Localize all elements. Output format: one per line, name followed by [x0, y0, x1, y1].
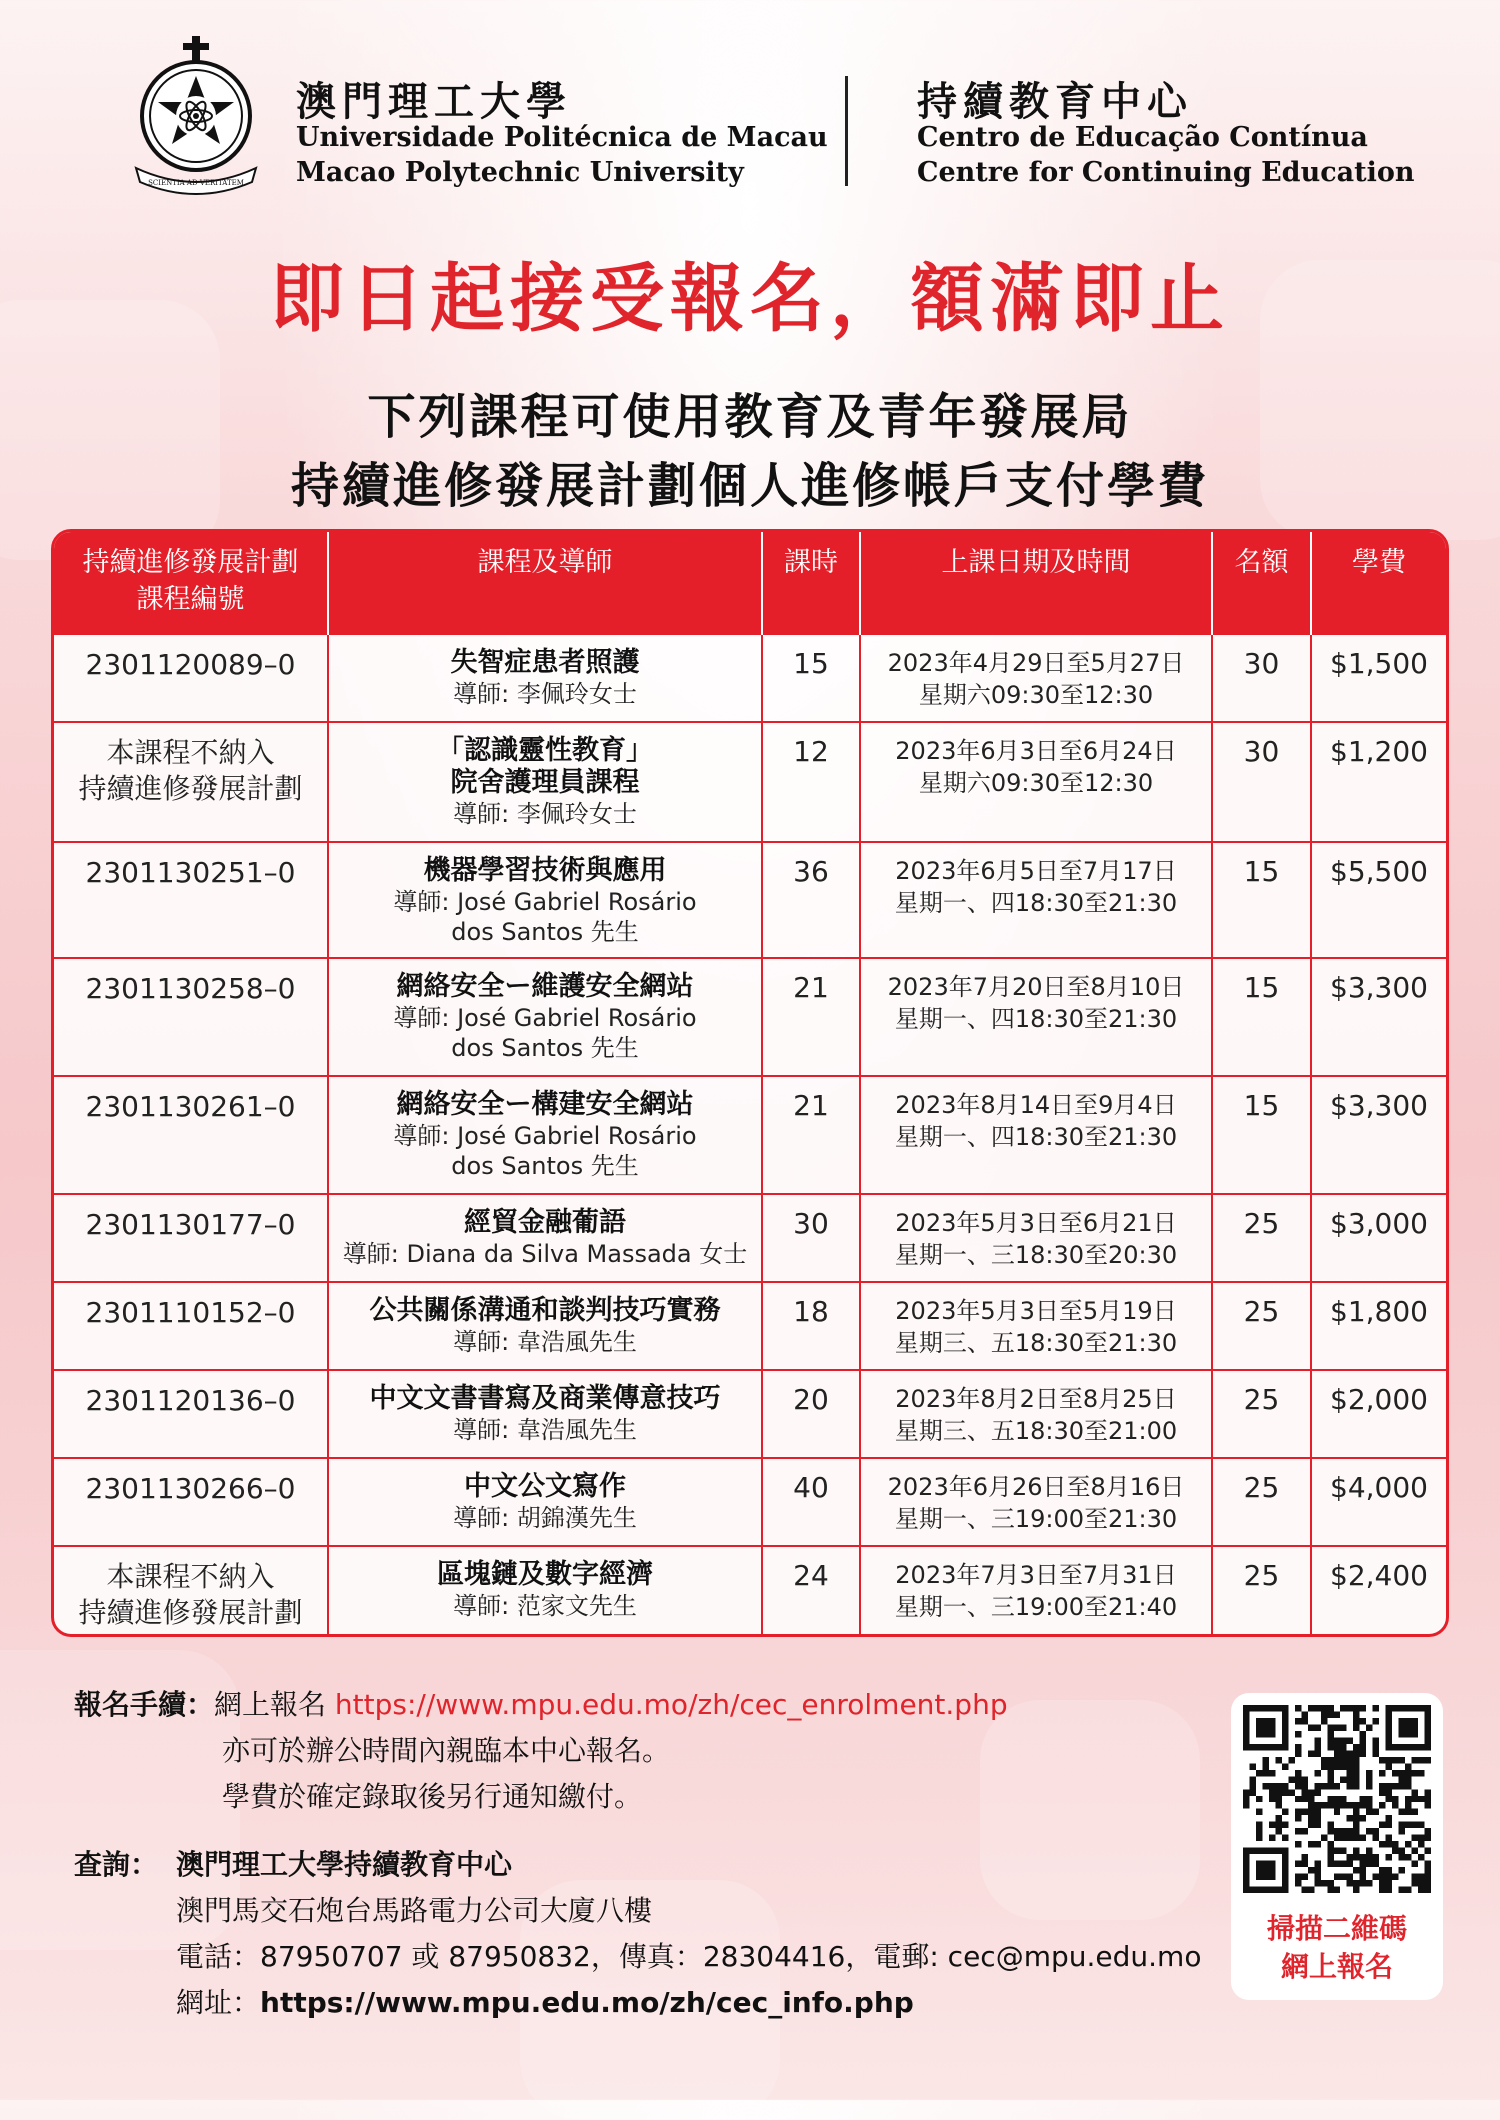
table-row: [54, 634, 1446, 722]
inquiry-address: 澳門馬交石炮台馬路電力公司大廈八樓: [176, 1894, 653, 1927]
course-code: [54, 1370, 328, 1458]
course-tutor: 導師: 胡錦漢先生: [453, 1504, 637, 1532]
course-code-line1: 本課程不納入: [106, 1560, 275, 1593]
course-title: 機器學習技術與應用: [423, 855, 667, 886]
course-code-line1: 本課程不納入: [106, 736, 275, 769]
course-fee-value: $2,000: [1330, 1383, 1428, 1416]
course-tutor: 導師: Diana da Silva Massada 女士: [342, 1240, 748, 1268]
course-quota: [1212, 958, 1311, 1076]
course-fee-value: $1,800: [1330, 1295, 1428, 1328]
course-code-line1: 2301120136–0: [85, 1384, 296, 1417]
centre-name-zh: 持續教育中心: [917, 78, 1193, 125]
course-fee: [1311, 1076, 1446, 1194]
centre-name-pt: Centro de Educação Contínua: [917, 122, 1368, 153]
table-row: [54, 1458, 1446, 1546]
course-code-line2: 持續進修發展計劃: [78, 772, 303, 805]
course-fee-value: $2,400: [1330, 1559, 1428, 1592]
course-hours: [762, 842, 860, 958]
course-dates: 2023年5月3日至5月19日: [895, 1297, 1177, 1325]
university-logo: [128, 36, 264, 196]
course-hours-value: 15: [793, 647, 829, 680]
course-quota: [1212, 842, 1311, 958]
course-times: 星期三、五18:30至21:30: [894, 1329, 1178, 1357]
header-code-line2: 課程編號: [136, 584, 245, 615]
inquiry-website-label: 網址：: [176, 1986, 261, 2019]
university-name-pt: Universidade Politécnica de Macau: [296, 122, 828, 153]
course-times: 星期一、三19:00至21:40: [894, 1593, 1178, 1621]
course-fee: [1311, 958, 1446, 1076]
table-row: [54, 958, 1446, 1076]
course-dates: 2023年8月14日至9月4日: [895, 1091, 1177, 1119]
course-fee-value: $1,500: [1330, 647, 1428, 680]
header-code-line1: 持續進修發展計劃: [82, 547, 299, 578]
course-code: [54, 842, 328, 958]
course-dates: 2023年7月3日至7月31日: [895, 1561, 1177, 1589]
table-row: [54, 1546, 1446, 1637]
course-title: 經貿金融葡語: [464, 1207, 626, 1238]
table-row: [54, 1370, 1446, 1458]
course-info: [328, 1546, 762, 1637]
course-code: [54, 1194, 328, 1282]
course-fee: [1311, 722, 1446, 842]
course-title-line2: 院舍護理員課程: [450, 767, 640, 798]
course-code: [54, 1546, 328, 1637]
qr-panel: [1231, 1693, 1443, 2000]
course-times: 星期一、四18:30至21:30: [894, 1005, 1178, 1033]
course-title: 網絡安全ー維護安全網站: [396, 971, 694, 1002]
course-times: 星期一、三18:30至20:30: [894, 1241, 1178, 1269]
header-schedule: 上課日期及時間: [860, 532, 1212, 634]
registration-line1: [74, 1682, 1008, 1728]
inquiry-website-link[interactable]: https://www.mpu.edu.mo/zh/cec_info.php: [260, 1986, 914, 2019]
course-title: 網絡安全ー構建安全網站: [396, 1089, 694, 1120]
qr-code[interactable]: [1243, 1705, 1431, 1893]
course-quota-value: 25: [1243, 1207, 1280, 1240]
course-info: [328, 722, 762, 842]
course-code: [54, 1458, 328, 1546]
course-schedule: [860, 634, 1212, 722]
course-code-line1: 2301130177–0: [85, 1208, 296, 1241]
course-schedule: [860, 842, 1212, 958]
course-table: [51, 529, 1449, 1637]
course-code: [54, 958, 328, 1076]
course-dates: 2023年5月3日至6月21日: [895, 1209, 1177, 1237]
course-hours: [762, 958, 860, 1076]
course-title: 中文文書書寫及商業傳意技巧: [369, 1383, 721, 1414]
course-quota: [1212, 1370, 1311, 1458]
page-header: [0, 0, 1500, 210]
registration-online-text: 網上報名: [214, 1688, 335, 1721]
course-fee: [1311, 1458, 1446, 1546]
course-tutor-line2: dos Santos 先生: [451, 1034, 639, 1062]
course-times: 星期一、三19:00至21:30: [894, 1505, 1178, 1533]
qr-caption-line1: 掃描二維碼: [1266, 1912, 1407, 1945]
course-times: 星期一、四18:30至21:30: [894, 1123, 1178, 1151]
course-info: [328, 634, 762, 722]
course-tutor: 導師: 李佩玲女士: [453, 680, 637, 708]
course-fee-value: $3,300: [1330, 1089, 1428, 1122]
course-quota-value: 25: [1243, 1471, 1280, 1504]
table-row: [54, 1194, 1446, 1282]
course-hours-value: 40: [793, 1471, 829, 1504]
course-code: [54, 634, 328, 722]
course-quota-value: 15: [1243, 971, 1280, 1004]
course-title: 公共關係溝通和談判技巧實務: [369, 1295, 721, 1326]
course-hours-value: 12: [793, 735, 829, 768]
course-code: [54, 1282, 328, 1370]
header-course: 課程及導師: [328, 532, 762, 634]
course-hours-value: 21: [793, 1089, 829, 1122]
course-hours: [762, 1194, 860, 1282]
course-code-line1: 2301110152–0: [85, 1296, 296, 1329]
table-header-row: [54, 532, 1446, 634]
logo-motto: SCIENTIA AD VERITATEM: [148, 179, 244, 187]
course-info: [328, 1370, 762, 1458]
header-fee: 學費: [1311, 532, 1446, 634]
course-code-line2: 持續進修發展計劃: [78, 1596, 303, 1629]
course-fee-value: $5,500: [1330, 855, 1428, 888]
course-tutor: 導師: José Gabriel Rosário: [393, 888, 697, 916]
course-dates: 2023年8月2日至8月25日: [895, 1385, 1177, 1413]
header-quota: 名額: [1212, 532, 1311, 634]
qr-caption-line2: 網上報名: [1280, 1950, 1393, 1983]
course-fee: [1311, 1194, 1446, 1282]
course-fee: [1311, 842, 1446, 958]
course-fee-value: $3,300: [1330, 971, 1428, 1004]
course-fee-value: $4,000: [1330, 1471, 1428, 1504]
course-schedule: [860, 1076, 1212, 1194]
subheadline-line1: 下列課程可使用教育及青年發展局: [367, 389, 1133, 445]
course-code-line1: 2301130251–0: [85, 856, 296, 889]
course-hours: [762, 1282, 860, 1370]
course-dates: 2023年7月20日至8月10日: [887, 973, 1185, 1001]
course-code-line1: 2301130258–0: [85, 972, 296, 1005]
course-tutor: 導師: José Gabriel Rosário: [393, 1004, 697, 1032]
course-fee: [1311, 1546, 1446, 1637]
registration-line3: 學費於確定錄取後另行通知繳付。: [222, 1780, 643, 1813]
course-tutor-line2: dos Santos 先生: [451, 1152, 639, 1180]
course-quota-value: 15: [1243, 1089, 1280, 1122]
course-tutor: 導師: 李佩玲女士: [453, 800, 637, 828]
course-quota-value: 25: [1243, 1295, 1280, 1328]
course-schedule: [860, 958, 1212, 1076]
university-name-zh: 澳門理工大學: [296, 78, 572, 125]
course-hours: [762, 1546, 860, 1637]
course-hours: [762, 1458, 860, 1546]
course-info: [328, 958, 762, 1076]
header-hours: 課時: [762, 532, 860, 634]
course-times: 星期六09:30至12:30: [918, 769, 1154, 797]
course-tutor-line2: dos Santos 先生: [451, 918, 639, 946]
course-tutor: 導師: 韋浩風先生: [453, 1416, 637, 1444]
course-hours-value: 21: [793, 971, 829, 1004]
centre-name-en: Centre for Continuing Education: [917, 157, 1415, 188]
course-hours-value: 18: [793, 1295, 829, 1328]
course-times: 星期六09:30至12:30: [918, 681, 1154, 709]
course-code: [54, 722, 328, 842]
course-quota-value: 30: [1243, 735, 1280, 768]
course-fee: [1311, 634, 1446, 722]
course-hours: [762, 1370, 860, 1458]
headline: 即日起接受報名，額滿即止: [270, 256, 1230, 342]
course-quota: [1212, 1546, 1311, 1637]
course-schedule: [860, 1282, 1212, 1370]
course-title: 中文公文寫作: [464, 1471, 626, 1502]
registration-link[interactable]: https://www.mpu.edu.mo/zh/cec_enrolment.php: [334, 1688, 1008, 1721]
table-row: [54, 1282, 1446, 1370]
course-info: [328, 842, 762, 958]
course-info: [328, 1282, 762, 1370]
course-schedule: [860, 1194, 1212, 1282]
course-info: [328, 1194, 762, 1282]
course-code-line1: 2301130261–0: [85, 1090, 296, 1123]
course-hours-value: 36: [793, 855, 829, 888]
course-hours-value: 30: [793, 1207, 829, 1240]
course-hours: [762, 634, 860, 722]
registration-label: 報名手續：: [74, 1688, 215, 1721]
inquiry-label: 查詢：: [74, 1848, 159, 1881]
inquiry-org: 澳門理工大學持續教育中心: [176, 1848, 513, 1881]
course-quota: [1212, 1458, 1311, 1546]
course-quota: [1212, 1076, 1311, 1194]
course-tutor: 導師: 范家文先生: [453, 1592, 637, 1620]
course-times: 星期一、四18:30至21:30: [894, 889, 1178, 917]
course-quota: [1212, 634, 1311, 722]
course-tutor: 導師: 韋浩風先生: [453, 1328, 637, 1356]
course-hours: [762, 1076, 860, 1194]
table-row: [54, 722, 1446, 842]
course-quota: [1212, 1194, 1311, 1282]
course-info: [328, 1458, 762, 1546]
course-schedule: [860, 722, 1212, 842]
university-name-en: Macao Polytechnic University: [296, 157, 744, 188]
course-schedule: [860, 1458, 1212, 1546]
course-title: 區塊鏈及數字經濟: [437, 1559, 653, 1590]
course-code-line1: 2301120089–0: [85, 648, 296, 681]
table-row: [54, 842, 1446, 958]
course-quota-value: 25: [1243, 1383, 1280, 1416]
course-dates: 2023年4月29日至5月27日: [887, 649, 1185, 677]
course-quota-value: 15: [1243, 855, 1280, 888]
course-hours-value: 24: [793, 1559, 829, 1592]
course-times: 星期三、五18:30至21:00: [894, 1417, 1178, 1445]
course-fee: [1311, 1282, 1446, 1370]
header-code: [54, 532, 328, 634]
course-code: [54, 1076, 328, 1194]
course-quota: [1212, 722, 1311, 842]
course-fee-value: $1,200: [1330, 735, 1428, 768]
course-tutor: 導師: José Gabriel Rosário: [393, 1122, 697, 1150]
course-dates: 2023年6月26日至8月16日: [887, 1473, 1185, 1501]
course-dates: 2023年6月5日至7月17日: [895, 857, 1177, 885]
table-row: [54, 1076, 1446, 1194]
course-schedule: [860, 1546, 1212, 1637]
course-quota-value: 25: [1243, 1559, 1280, 1592]
course-fee-value: $3,000: [1330, 1207, 1428, 1240]
course-schedule: [860, 1370, 1212, 1458]
registration-line2: 亦可於辦公時間內親臨本中心報名。: [222, 1734, 671, 1767]
inquiry-website: [176, 1980, 914, 2026]
course-quota: [1212, 1282, 1311, 1370]
course-quota-value: 30: [1243, 647, 1280, 680]
course-title: 「認識靈性教育」: [437, 735, 653, 766]
course-hours: [762, 722, 860, 842]
header-divider: [845, 76, 848, 186]
course-code-line1: 2301130266–0: [85, 1472, 296, 1505]
course-hours-value: 20: [793, 1383, 829, 1416]
course-info: [328, 1076, 762, 1194]
subheadline-line2: 持續進修發展計劃個人進修帳戶支付學費: [290, 458, 1209, 514]
course-title: 失智症患者照護: [450, 647, 640, 678]
course-dates: 2023年6月3日至6月24日: [895, 737, 1177, 765]
inquiry-contact: 電話：87950707 或 87950832，傳真：28304416，電郵: cec@mpu.edu.mo: [176, 1940, 1202, 1973]
course-fee: [1311, 1370, 1446, 1458]
